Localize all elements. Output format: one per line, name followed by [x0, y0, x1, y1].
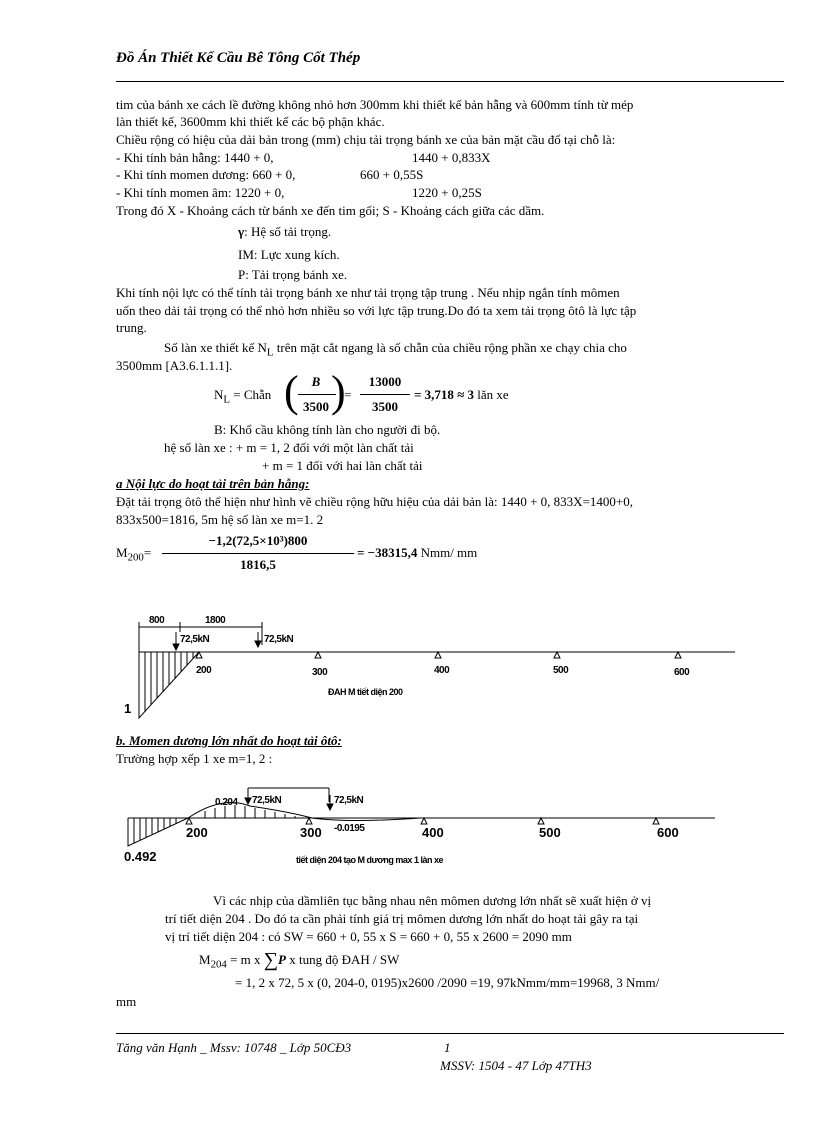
- fraction-numerator: 13000: [368, 374, 402, 389]
- support-triangle: [675, 652, 681, 658]
- p-symbol: P: [278, 952, 286, 967]
- text-span: M: [199, 952, 211, 967]
- support-triangle: [315, 652, 321, 658]
- page-header-title: Đồ Án Thiết Kế Cầu Bê Tông Cốt Thép: [116, 50, 361, 66]
- subscript: L: [223, 393, 231, 406]
- result-value: = 3,718 ≈ 3: [414, 387, 475, 402]
- text-span: : Hệ số tải trọng.: [244, 224, 332, 239]
- dimension-label-1800: 1800: [205, 615, 226, 626]
- influence-negative-tail: [312, 818, 420, 821]
- gamma-symbol: γ: [238, 224, 245, 239]
- formula-nl-result: [414, 387, 509, 403]
- subscript: 204: [210, 958, 227, 971]
- result-value: = −38315,4: [357, 545, 418, 560]
- text-line: - Khi tính momen dương: 660 + 0,: [116, 167, 296, 182]
- support-label-400: 400: [434, 665, 450, 676]
- text-span: =: [143, 545, 152, 560]
- equals-sign: =: [344, 387, 352, 402]
- text-line: Chiều rộng có hiệu của dải bản trong (mm) chịu tải trọng bánh xe của bản mặt cầu đổ tại chỗ là:: [116, 132, 616, 147]
- load-label-2: 72,5kN: [334, 795, 364, 806]
- support-triangle: [186, 818, 192, 824]
- ordinate-label-left: 0.492: [124, 849, 157, 864]
- formula-m204: [199, 949, 400, 973]
- text-line: uốn theo dải tải trọng có thể nhỏ hơn nhiều so với lực tập trung.Do đó ta xem tải trọng ôtô là lực tập: [116, 303, 637, 318]
- subscript: L: [266, 346, 274, 359]
- text-line: P: Tải trọng bánh xe.: [238, 267, 348, 282]
- support-triangle: [653, 818, 659, 824]
- support-triangle: [538, 818, 544, 824]
- text-line: 1220 + 0,25S: [412, 185, 482, 200]
- ordinate-label-top: 0.204: [215, 797, 238, 808]
- text-line: làn thiết kế, 3600mm khi thiết kế các bộ phận khác.: [116, 114, 385, 129]
- text-line: Đặt tải trọng ôtô thể hiện như hình vẽ chiều rộng hữu hiệu của dải bản là: 1440 + 0, 833X=1400+0,: [116, 494, 633, 509]
- header-rule: [116, 81, 784, 82]
- fraction-denominator: 3500: [303, 399, 329, 414]
- text-line: + m = 1 đối với hai làn chất tải: [262, 458, 423, 473]
- support-label-300: 300: [312, 667, 328, 678]
- ordinate-label-1: 1: [124, 701, 132, 716]
- fraction-bar: [298, 394, 336, 395]
- text-span: x tung độ ĐAH / SW: [285, 952, 400, 967]
- text-line: IM: Lực xung kích.: [238, 247, 340, 262]
- text-line: B: Khổ cầu không tính làn cho người đi bộ.: [214, 422, 441, 437]
- text-span: Số làn xe thiết kế N: [164, 340, 267, 355]
- formula-nl-lhs: [214, 387, 271, 408]
- text-line: Khi tính nội lực có thể tính tải trọng bánh xe như tải trọng tập trung . Nếu nhịp ngắn tính mômen: [116, 285, 620, 300]
- footer-page-number: 1: [444, 1040, 451, 1055]
- support-triangle: [306, 818, 312, 824]
- text-line: - Khi tính momen âm: 1220 + 0,: [116, 185, 285, 200]
- load-label-1: 72,5kN: [252, 795, 282, 806]
- support-label-400: 400: [422, 825, 444, 840]
- ordinate-label-negative: -0.0195: [334, 823, 365, 834]
- support-triangle: [196, 652, 202, 658]
- support-label-500: 500: [553, 665, 569, 676]
- fraction-bar: [360, 394, 410, 395]
- load-arrow-head-2: [327, 804, 333, 810]
- text-line: Trường hợp xếp 1 xe m=1, 2 :: [116, 751, 273, 766]
- text-line: Vì các nhịp của dầmliên tục bằng nhau nên mômen dương lớn nhất sẽ xuất hiện ở vị: [213, 893, 652, 908]
- support-label-600: 600: [657, 825, 679, 840]
- formula-m200-result: [357, 545, 477, 561]
- load-arrow-head-2: [255, 641, 261, 647]
- text-line: 833x500=1816, 5m hệ số làn xe m=1. 2: [116, 512, 324, 527]
- footer-author: Tăng văn Hạnh _ Mssv: 10748 _ Lớp 50CĐ3: [116, 1040, 352, 1055]
- influence-triangle: [139, 652, 199, 718]
- fraction-bar: [162, 553, 354, 554]
- text-line: 3500mm [A3.6.1.1.1].: [116, 358, 233, 373]
- influence-negative-left: [128, 818, 188, 846]
- load-label-1: 72,5kN: [180, 634, 210, 645]
- support-label-600: 600: [674, 667, 690, 678]
- result-unit: Nmm/ mm: [417, 545, 478, 560]
- paren-right: ): [331, 367, 346, 416]
- text-line: [238, 224, 331, 240]
- load-arrow-head-1: [245, 798, 251, 804]
- diagram-2-caption: tiết diện 204 tạo M dương max 1 làn xe: [296, 855, 443, 865]
- text-line: 660 + 0,55S: [360, 167, 424, 182]
- load-label-2: 72,5kN: [264, 634, 294, 645]
- influence-positive-curve: [188, 802, 312, 818]
- section-heading-b: b. Momen dương lớn nhất do hoạt tải ôtô:: [116, 733, 342, 748]
- support-triangle: [421, 818, 427, 824]
- footer-rule: [116, 1033, 784, 1034]
- text-line: hệ số làn xe : + m = 1, 2 đối với một làn chất tải: [164, 440, 414, 455]
- fraction-denominator: 1816,5: [240, 557, 276, 572]
- support-triangle: [554, 652, 560, 658]
- support-label-200: 200: [196, 665, 212, 676]
- paren-left: (: [284, 367, 299, 416]
- fraction-denominator: 3500: [372, 399, 398, 414]
- support-label-200: 200: [186, 825, 208, 840]
- text-line: trung.: [116, 320, 147, 335]
- text-line: = 1, 2 x 72, 5 x (0, 204-0, 0195)x2600 /2090 =19, 97kNmm/mm=19968, 3 Nmm/: [235, 975, 660, 990]
- footer-right: MSSV: 1504 - 47 Lớp 47TH3: [440, 1058, 592, 1073]
- result-unit: lăn xe: [474, 387, 509, 402]
- sum-symbol: ∑: [263, 949, 279, 971]
- dimension-label-800: 800: [149, 615, 165, 626]
- support-triangle: [435, 652, 441, 658]
- text-span: M: [116, 545, 128, 560]
- fraction-numerator: −1,2(72,5×10³)800: [208, 533, 308, 548]
- text-line: tim của bánh xe cách lề đường không nhỏ hơn 300mm khi thiết kế bản hẫng và 600mm tính từ mép: [116, 97, 634, 112]
- text-span: = Chẵn: [230, 387, 272, 402]
- text-line: trí tiết diện 204 . Do đó ta cần phải tính giá trị mômen dương lớn nhất do hoạt tải gây ra tại: [165, 911, 639, 926]
- text-span: trên mặt cắt ngang là số chẵn của chiều rộng phần xe chạy chia cho: [273, 340, 627, 355]
- formula-m200-lhs: [116, 545, 151, 566]
- text-line: Trong đó X - Khoảng cách từ bánh xe đến tim gối; S - Khoảng cách giữa các dầm.: [116, 203, 545, 218]
- fraction-numerator: B: [311, 374, 321, 389]
- text-span: N: [214, 387, 224, 402]
- section-heading-a: a Nội lực do hoạt tải trên bản hẫng:: [116, 476, 310, 491]
- text-line: mm: [116, 994, 137, 1009]
- support-label-500: 500: [539, 825, 561, 840]
- diagram-1-caption: ĐAH M tiết diện 200: [328, 687, 403, 697]
- text-line: vị trí tiết diện 204 : có SW = 660 + 0, 55 x S = 660 + 0, 55 x 2600 = 2090 mm: [165, 929, 572, 944]
- text-span: = m x: [226, 952, 264, 967]
- text-line: [164, 340, 627, 361]
- load-arrow-head-1: [173, 644, 179, 650]
- text-line: - Khi tính bản hẫng: 1440 + 0,: [116, 150, 274, 165]
- subscript: 200: [127, 551, 144, 564]
- text-line: 1440 + 0,833X: [412, 150, 491, 165]
- support-label-300: 300: [300, 825, 322, 840]
